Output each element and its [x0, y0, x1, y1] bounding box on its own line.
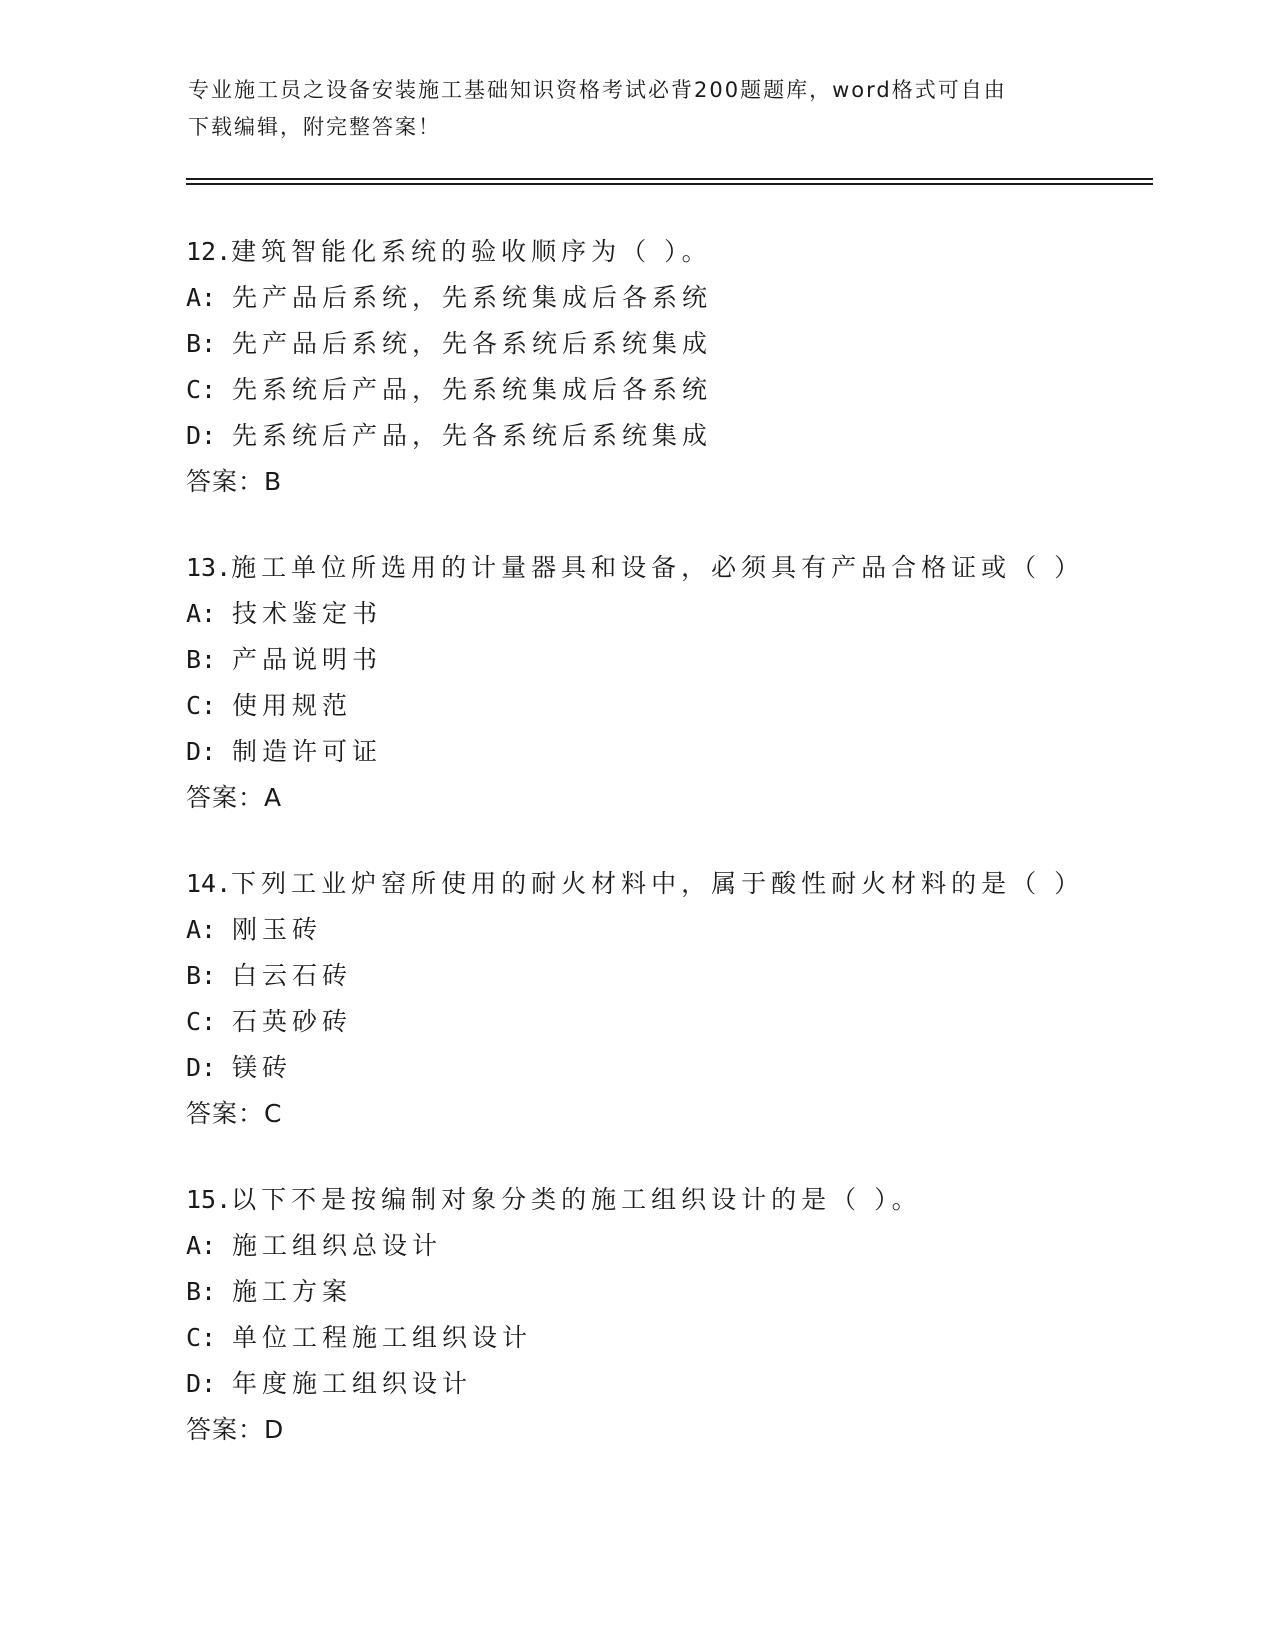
option-letter: D:: [186, 421, 217, 450]
option-letter: A:: [186, 915, 217, 944]
option-text: 先系统后产品，先各系统后系统集成: [232, 421, 713, 450]
option-text: 镁砖: [232, 1053, 293, 1082]
option-d: [186, 1045, 1146, 1091]
option-text: 使用规范: [232, 691, 353, 720]
question-13: [186, 545, 1146, 821]
option-a: [186, 907, 1146, 953]
option-d: [186, 1361, 1146, 1407]
question-number: 14.: [186, 869, 232, 898]
option-letter: A:: [186, 283, 217, 312]
option-text: 刚玉砖: [232, 915, 323, 944]
option-b: [186, 953, 1146, 999]
option-letter: C:: [186, 1007, 217, 1036]
answer-label: 答案：B: [186, 467, 283, 496]
option-letter: D:: [186, 1369, 217, 1398]
option-letter: A:: [186, 1231, 217, 1260]
option-text: 石英砂砖: [232, 1007, 353, 1036]
question-number: 13.: [186, 553, 232, 582]
option-letter: C:: [186, 691, 217, 720]
question-15: [186, 1177, 1146, 1453]
option-text: 技术鉴定书: [232, 599, 383, 628]
header-divider: [186, 178, 1153, 185]
option-b: [186, 1269, 1146, 1315]
option-c: [186, 367, 1146, 413]
option-text: 年度施工组织设计: [232, 1369, 473, 1398]
option-a: [186, 591, 1146, 637]
header-line-1: 专业施工员之设备安装施工基础知识资格考试必背200题题库，word格式可自由: [188, 78, 1007, 102]
question-14: [186, 861, 1146, 1137]
option-d: [186, 413, 1146, 459]
question-text: 以下不是按编制对象分类的施工组织设计的是（ ）。: [231, 1185, 922, 1214]
question-number: 12.: [186, 237, 232, 266]
option-letter: A:: [186, 599, 217, 628]
question-stem: [186, 1177, 1146, 1223]
header-line-2: 下载编辑，附完整答案！: [188, 115, 441, 139]
question-text: 下列工业炉窑所使用的耐火材料中，属于酸性耐火材料的是（ ）: [231, 869, 1085, 898]
divider-line-bottom: [186, 183, 1153, 185]
document-header: [188, 72, 1088, 146]
option-text: 先系统后产品，先系统集成后各系统: [232, 375, 713, 404]
option-text: 制造许可证: [232, 737, 383, 766]
option-text: 施工方案: [232, 1277, 353, 1306]
option-letter: C:: [186, 1323, 217, 1352]
option-letter: B:: [186, 961, 217, 990]
question-stem: [186, 229, 1146, 275]
option-b: [186, 321, 1146, 367]
question-text: 施工单位所选用的计量器具和设备，必须具有产品合格证或（ ）: [231, 553, 1085, 582]
option-c: [186, 683, 1146, 729]
option-a: [186, 275, 1146, 321]
question-text: 建筑智能化系统的验收顺序为（ ）。: [231, 237, 712, 266]
option-letter: B:: [186, 329, 217, 358]
option-letter: D:: [186, 1053, 217, 1082]
question-stem: [186, 545, 1146, 591]
option-c: [186, 999, 1146, 1045]
option-text: 先产品后系统，先各系统后系统集成: [232, 329, 713, 358]
option-letter: B:: [186, 645, 217, 674]
option-d: [186, 729, 1146, 775]
answer-label: 答案：D: [186, 1415, 285, 1444]
option-b: [186, 637, 1146, 683]
answer-label: 答案：A: [186, 783, 283, 812]
question-stem: [186, 861, 1146, 907]
option-text: 产品说明书: [232, 645, 383, 674]
question-number: 15.: [186, 1185, 232, 1214]
option-text: 白云石砖: [232, 961, 353, 990]
option-a: [186, 1223, 1146, 1269]
option-letter: D:: [186, 737, 217, 766]
option-letter: B:: [186, 1277, 217, 1306]
option-text: 先产品后系统，先系统集成后各系统: [232, 283, 713, 312]
answer-label: 答案：C: [186, 1099, 283, 1128]
option-letter: C:: [186, 375, 217, 404]
option-c: [186, 1315, 1146, 1361]
question-12: [186, 229, 1146, 505]
option-text: 施工组织总设计: [232, 1231, 443, 1260]
divider-line-top: [186, 178, 1153, 180]
option-text: 单位工程施工组织设计: [232, 1323, 533, 1352]
